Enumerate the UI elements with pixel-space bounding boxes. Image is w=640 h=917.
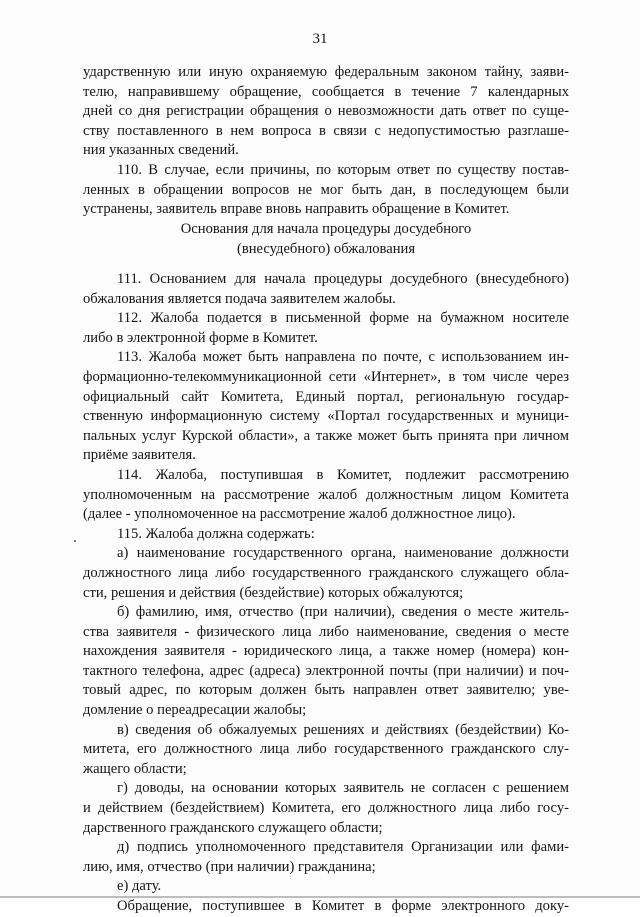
text-line: уполномоченным на рассмотрение жалоб должностным лицом Комитета — [83, 486, 569, 503]
text-line: приёме заявителя. — [83, 447, 196, 464]
text-line: сти, решения и действия (бездействие) которых обжалуются; — [83, 584, 464, 601]
text-line: (далее - уполномоченное на рассмотрение жалоб должностное лицо). — [83, 506, 516, 523]
text-line: г) доводы, на основании которых заявитель не согласен с решением — [117, 780, 569, 797]
text-line: ленных в обращении вопросов не мог быть дан, в последующем были — [83, 181, 569, 198]
text-line: ства заявителя - физического лица либо наименование, сведения о месте — [83, 623, 569, 640]
text-line: 113. Жалоба может быть направлена по почте, с использованием ин- — [117, 349, 569, 366]
main-text-block — [83, 270, 569, 917]
text-line: ственную информационную систему «Портал государственных и муници- — [83, 408, 569, 425]
text-line: митета, его должностного лица либо государственного гражданского слу- — [83, 741, 569, 758]
text-line: дней со дня регистрации обращения о невозможности дать ответ по суще- — [83, 103, 569, 120]
text-line: а) наименование государственного органа, наименование должности — [117, 545, 569, 562]
section-heading — [83, 220, 569, 259]
section-heading-line-1: Основания для начала процедуры досудебного — [180, 221, 472, 237]
text-line: 114. Жалоба, поступившая в Комитет, подлежит рассмотрению — [117, 466, 569, 483]
text-line: лию, имя, отчество (при наличии) гражданина; — [83, 858, 376, 875]
text-line: домление о переадресации жалобы; — [83, 702, 307, 719]
text-line: должностного лица либо государственного гражданского служащего обла- — [83, 564, 569, 581]
text-line: ния указанных сведений. — [83, 142, 239, 159]
text-line: либо в электронной форме в Комитет. — [83, 329, 318, 346]
text-line: товый адрес, по которым должен быть направлен ответ заявителю; уве- — [83, 682, 569, 699]
text-line: нахождения заявителя - юридического лица, а также номер (номера) кон- — [83, 643, 569, 660]
text-line: устранены, заявитель вправе вновь направить обращение в Комитет. — [83, 201, 510, 218]
text-line: 111. Основанием для начала процедуры досудебного (внесудебного) — [117, 271, 569, 287]
text-line: ударственную или иную охраняемую федеральным законом тайну, заяви- — [83, 64, 569, 80]
page-number: 31 — [312, 31, 328, 47]
text-line: 110. В случае, если причины, по которым ответ по существу постав- — [117, 161, 569, 178]
text-line: е) дату. — [117, 878, 162, 895]
text-line: жащего области; — [83, 760, 187, 777]
text-line: 112. Жалоба подается в письменной форме на бумажном носителе — [117, 310, 569, 327]
text-line: дарственного гражданского служащего области; — [83, 819, 383, 836]
scan-artifact-dot — [74, 540, 76, 542]
text-line: Обращение, поступившее в Комитет в форме электронного доку- — [117, 898, 569, 914]
text-line: пальных услуг Курской области», а также может быть принята при личном — [83, 427, 569, 444]
text-line: и действием (бездействием) Комитета, его должностного лица либо госу- — [83, 800, 569, 817]
text-line: ству поставленного в нем вопроса в связи с недопустимостью разглаше- — [83, 122, 569, 139]
page-bottom-edge — [0, 896, 640, 898]
text-line: б) фамилию, имя, отчество (при наличии), сведения о месте житель- — [117, 604, 569, 621]
text-line: д) подпись уполномоченного представителя Организации или фами- — [117, 839, 569, 856]
text-line: обжалования является подача заявителем жалобы. — [83, 290, 396, 307]
text-line: формационно-телекоммуникационной сети «Интернет», в том числе через — [83, 368, 569, 385]
text-line: телю, направившему обращение, сообщается в течение 7 календарных — [83, 83, 569, 100]
section-heading-line-2: (внесудебного) обжалования — [236, 240, 416, 257]
text-line: тактного телефона, адрес (адреса) электронной почты (при наличии) и поч- — [83, 662, 569, 679]
text-line: 115. Жалоба должна содержать: — [117, 525, 315, 542]
text-line: в) сведения об обжалуемых решениях и действиях (бездействии) Ко- — [117, 721, 569, 738]
top-text-block — [83, 63, 569, 220]
text-line: официальный сайт Комитета, Единый портал, региональную государ- — [83, 388, 569, 405]
